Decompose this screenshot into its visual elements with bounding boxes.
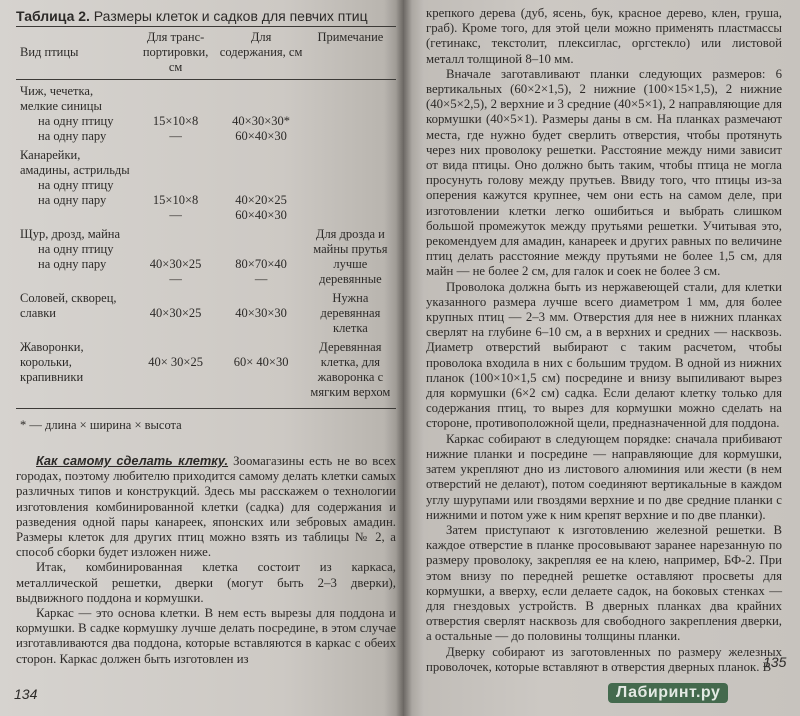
header-transport: Для транс-портировки, см bbox=[142, 30, 209, 74]
per-pair-label: на одну пару bbox=[38, 257, 107, 271]
transport-pair-size: — bbox=[169, 129, 182, 143]
transport-one-size: 15×10×8 bbox=[152, 114, 199, 128]
table-row bbox=[16, 80, 396, 145]
transport-pair-size: — bbox=[169, 208, 182, 222]
header-bird-type: Вид птицы bbox=[20, 45, 79, 59]
keeping-pair-size: — bbox=[254, 272, 268, 286]
table-title-text: Размеры клеток и садков для певчих птиц bbox=[89, 8, 368, 24]
note-cell bbox=[305, 80, 396, 145]
header-keeping: Для содержания, см bbox=[219, 30, 303, 59]
body-paragraph: Затем приступают к изготовлению железной решетки. В каждое отверстие в планке просовывают заранее нарезанную по размеру проволоку, закрепляя ее на клею, например, БФ-2. При этом внизу по передней решетке оставляют просветы для кормушки, а вверху, если делаете садок, на боковых стенках — для гнездовых устройств. В дверных планках два крайних отверстия сверлят насквозь для свободного закрепления дверки, а остальные — до половины толщины планки. bbox=[426, 522, 782, 644]
book-gutter bbox=[396, 0, 412, 716]
keeping-one-size: 80×70×40 bbox=[235, 257, 287, 271]
page-number-left: 134 bbox=[14, 686, 38, 702]
body-paragraph: Каркас — это основа клетки. В нем есть вырезы для поддона и кормушки. В садке кормушку лучше делать посредине, в этом случае изготавливаются два поддона, которые вставляются в каркас с обеих сторон. Каркас должен быть изготовлен из bbox=[16, 606, 396, 666]
note-cell: Деревянная клетка, для жаворонка с мягким верхом bbox=[310, 340, 391, 399]
bird-name: Жаворонки, корольки, крапивники bbox=[20, 340, 84, 384]
per-one-label: на одну птицу bbox=[38, 242, 114, 256]
paragraph-text: Зоомагазины есть не во всех городах, поэтому любителю приходится самому делать клетки самых различных типов и конструкций. Здесь мы расскажем о технологии изготовления комбинированной клетки (садка) для содержания и разведения одной пары канареек, японских или зебровых амадин. Размеры клеток для других птиц можно взять из таблицы № 2, а способ сборки будет изложен ниже. bbox=[16, 454, 396, 560]
per-one-label: на одну птицу bbox=[38, 178, 114, 192]
table-row bbox=[16, 336, 396, 400]
cage-size-table bbox=[16, 27, 396, 400]
table-title bbox=[16, 8, 396, 24]
table-bottom-rule bbox=[16, 408, 396, 409]
section-heading: Как самому сделать клетку. bbox=[36, 453, 229, 468]
transport-pair-size: — bbox=[169, 272, 182, 286]
keeping-size: 40×30×30 bbox=[235, 306, 287, 320]
keeping-pair-size: 60×40×30 bbox=[235, 208, 287, 222]
body-paragraph: Дверку собирают из заготовленных по размеру железных проволочек, которые вставляют в отверстия дверных планок. В bbox=[426, 644, 782, 674]
body-paragraph: Проволока должна быть из нержавеющей стали, для клетки указанного размера лучше всего диаметром 1 мм, для более крупных птиц — 2–3 мм. Отверстия для нее в нижних планках сверлят на глубине 6–10 см, а в верхних и средних — насквозь. Диаметр отверстий выбирают с таким расчетом, чтобы проволока входила в них с большим трудом. В одной из нижних планок (100×10×1,5 см) посредине и внизу выпиливают вырез для кормушки (6×2 см) садка. Если делают клетку только для содержания птиц, то вырез для кормушки можно сделать на стороне, противоположной щели, предназначенной для поддона. bbox=[426, 279, 782, 431]
table-footnote: * — длина × ширина × высота bbox=[20, 418, 182, 432]
page-number-right: 135 bbox=[763, 654, 787, 670]
transport-size: 40×30×25 bbox=[149, 306, 202, 320]
table-row bbox=[16, 144, 396, 223]
note-cell: Нужна деревянная клетка bbox=[320, 291, 381, 335]
table-row bbox=[16, 287, 396, 336]
keeping-size: 60× 40×30 bbox=[233, 355, 289, 369]
body-paragraph: Вначале заготавливают планки следующих размеров: 6 вертикальных (60×2×1,5), 2 нижние (100×15×1,5), 2 нижние (40×5×2,5), 2 верхние и 3 средние (40×5×1), 2 направляющие для кормушки (40×5×1). Размеры даны в см. На планках размечают места, где нужно будет сверлить отверстия, чтобы протянуть через них проволоку решетки. Расстояние между ними зависит от вида птицы. Оно должно быть таким, чтобы птица не могла просунуть голову между прутьев. Ввиду того, что птицы из-за оперения кажутся крупнее, чем они есть на самом деле, при изготовлении клетки легко ошибиться и выбрать слишком большой промежуток между прутьями решетки. Учитывая это, рекомендуем для амадин, канареек и других равных по величине птиц делать расстояние между прутьями не более 1,5 см, для майн — не более 2 см, для галок и соек не более 3 см. bbox=[426, 66, 782, 279]
bird-name: Чиж, чечетка, мелкие синицы bbox=[20, 84, 102, 113]
per-pair-label: на одну пару bbox=[38, 193, 107, 207]
body-paragraph: Каркас собирают в следующем порядке: сначала прибивают нижние планки и посредине — направляющие для кормушки, затем укрепляют дно из листового алюминия или жести (в нем отверстий не делают), потом соединяют вертикальные в каждом углу шурупами или гвоздями верхние и по две средние планки с нижними и потом уже к ним крепят верхние и по две планки). bbox=[426, 431, 782, 522]
table-header-row bbox=[16, 27, 396, 80]
keeping-pair-size: 60×40×30 bbox=[235, 129, 287, 143]
body-paragraph bbox=[16, 453, 396, 560]
keeping-one-size: 40×30×30* bbox=[232, 114, 291, 128]
note-cell: Для дрозда и майны прутья лучше деревянные bbox=[313, 227, 388, 286]
body-paragraph: Итак, комбинированная клетка состоит из каркаса, металлической решетки, дверки (могут быть 2–3 дверки), выдвижного поддона и кормушки. bbox=[16, 560, 396, 605]
bird-name: Канарейки, амадины, астрильды bbox=[20, 148, 130, 177]
keeping-one-size: 40×20×25 bbox=[235, 193, 287, 207]
per-pair-label: на одну пару bbox=[38, 129, 107, 143]
header-note: Примечание bbox=[317, 30, 384, 44]
note-cell bbox=[305, 144, 396, 223]
right-page bbox=[404, 0, 800, 716]
bird-name: Соловей, скворец, славки bbox=[20, 291, 117, 320]
transport-size: 40× 30×25 bbox=[148, 355, 203, 369]
table-row bbox=[16, 223, 396, 287]
watermark-logo: Лабиринт.ру bbox=[608, 683, 728, 703]
body-paragraph: крепкого дерева (дуб, ясень, бук, красное дерево, клен, груша, граб). Кроме того, для этой цели можно применять пластмассы (гетинакс, текстолит, плексиглас, оргстекло) или листовой металл толщиной 8–10 мм. bbox=[426, 6, 782, 66]
bird-name: Щур, дрозд, майна bbox=[20, 227, 120, 241]
table-title-label: Таблица 2. bbox=[16, 8, 90, 24]
transport-one-size: 40×30×25 bbox=[149, 257, 202, 271]
transport-one-size: 15×10×8 bbox=[152, 193, 199, 207]
per-one-label: на одну птицу bbox=[38, 114, 114, 128]
